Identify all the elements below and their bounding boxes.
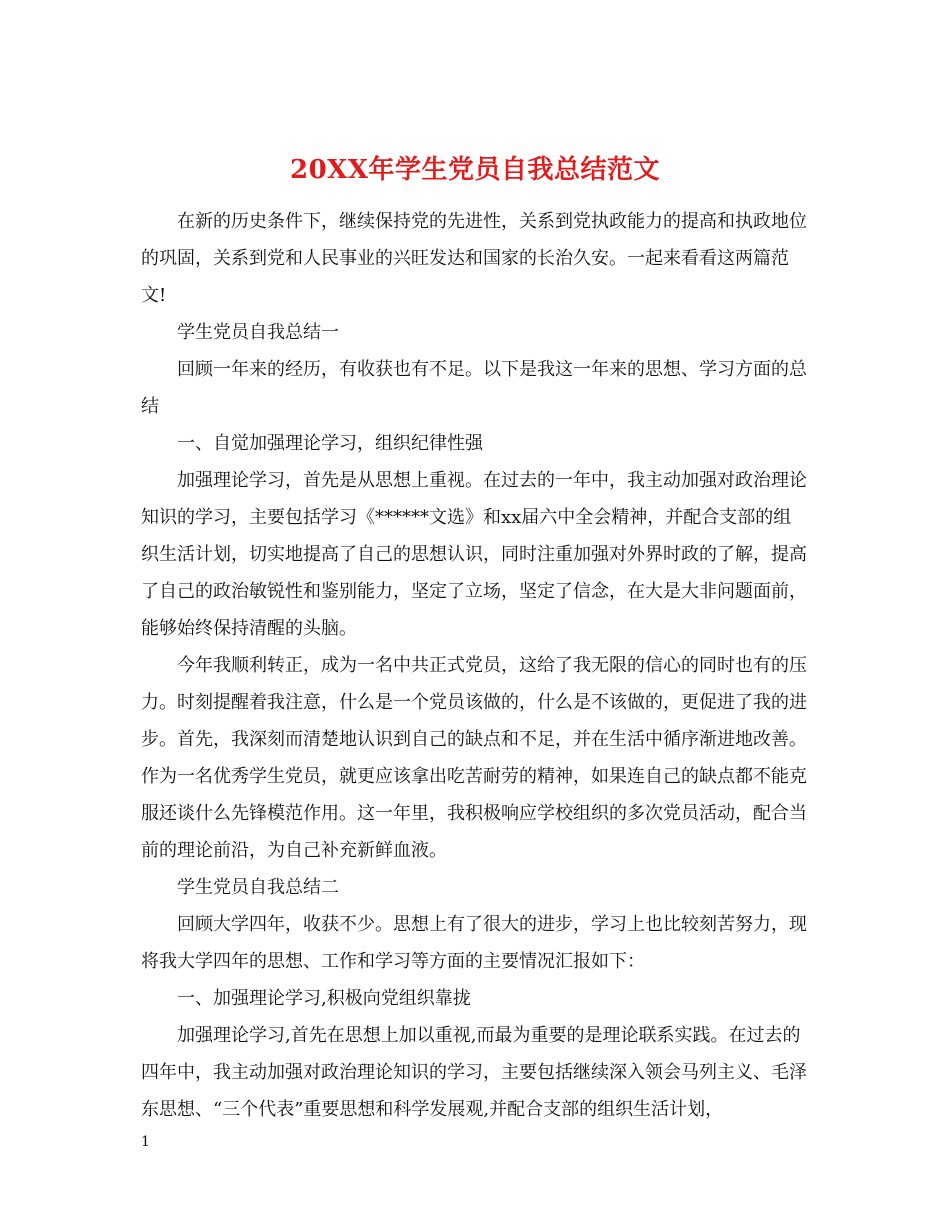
paragraph-review-one: 回顾一年来的经历，有收获也有不足。以下是我这一年来的思想、学习方面的总结 <box>141 359 807 417</box>
paragraph-theory-study: 加强理论学习，首先是从思想上重视。在过去的一年中，我主动加强对政治理论知识的学习，主要包括学习《******文选》和xx届六中全会精神，并配合支部的组织生活计划，切实地提高了自己的思想认识，同时注重加强对外界时政的了解，提高了自己的政治敏锐性和鉴别能力，坚定了立场，坚定了信念，在大是大非问题面前，能够始终保持清醒的头脑。 <box>141 470 807 639</box>
document-title: 20XX年学生党员自我总结范文 <box>289 155 661 186</box>
heading-summary-two: 学生党员自我总结二 <box>177 877 339 898</box>
page-number: 1 <box>141 1134 150 1150</box>
paragraph-review-four-years: 回顾大学四年，收获不少。思想上有了很大的进步，学习上也比较刻苦努力，现将我大学四年的思想、工作和学习等方面的主要情况汇报如下： <box>141 914 807 972</box>
paragraph-party-membership: 今年我顺利转正，成为一名中共正式党员，这给了我无限的信心的同时也有的压力。时刻提醒着我注意，什么是一个党员该做的，什么是不该做的，更促进了我的进步。首先，我深刻而清楚地认识到自己的缺点和不足，并在生活中循序渐进地改善。作为一名优秀学生党员，就更应该拿出吃苦耐劳的精神，如果连自己的缺点都不能克服还谈什么先锋模范作用。这一年里，我积极响应学校组织的多次党员活动，配合当前的理论前沿，为自己补充新鲜血液。 <box>141 655 807 861</box>
document-body <box>141 203 809 1128</box>
heading-summary-one: 学生党员自我总结一 <box>177 322 339 343</box>
paragraph-theory-practice: 加强理论学习,首先在思想上加以重视,而最为重要的是理论联系实践。在过去的四年中，我主动加强对政治理论知识的学习，主要包括继续深入领会马列主义、毛泽东思想、“三个代表”重要思想和科学发展观,并配合支部的组织生活计划， <box>141 1025 807 1120</box>
paragraph-intro: 在新的历史条件下，继续保持党的先进性，关系到党执政能力的提高和执政地位的巩固，关系到党和人民事业的兴旺发达和国家的长治久安。一起来看看这两篇范文! <box>141 211 807 306</box>
section-heading-theory-discipline: 一、自觉加强理论学习，组织纪律性强 <box>177 433 483 454</box>
section-heading-theory-party: 一、加强理论学习,积极向党组织靠拢 <box>177 988 471 1009</box>
